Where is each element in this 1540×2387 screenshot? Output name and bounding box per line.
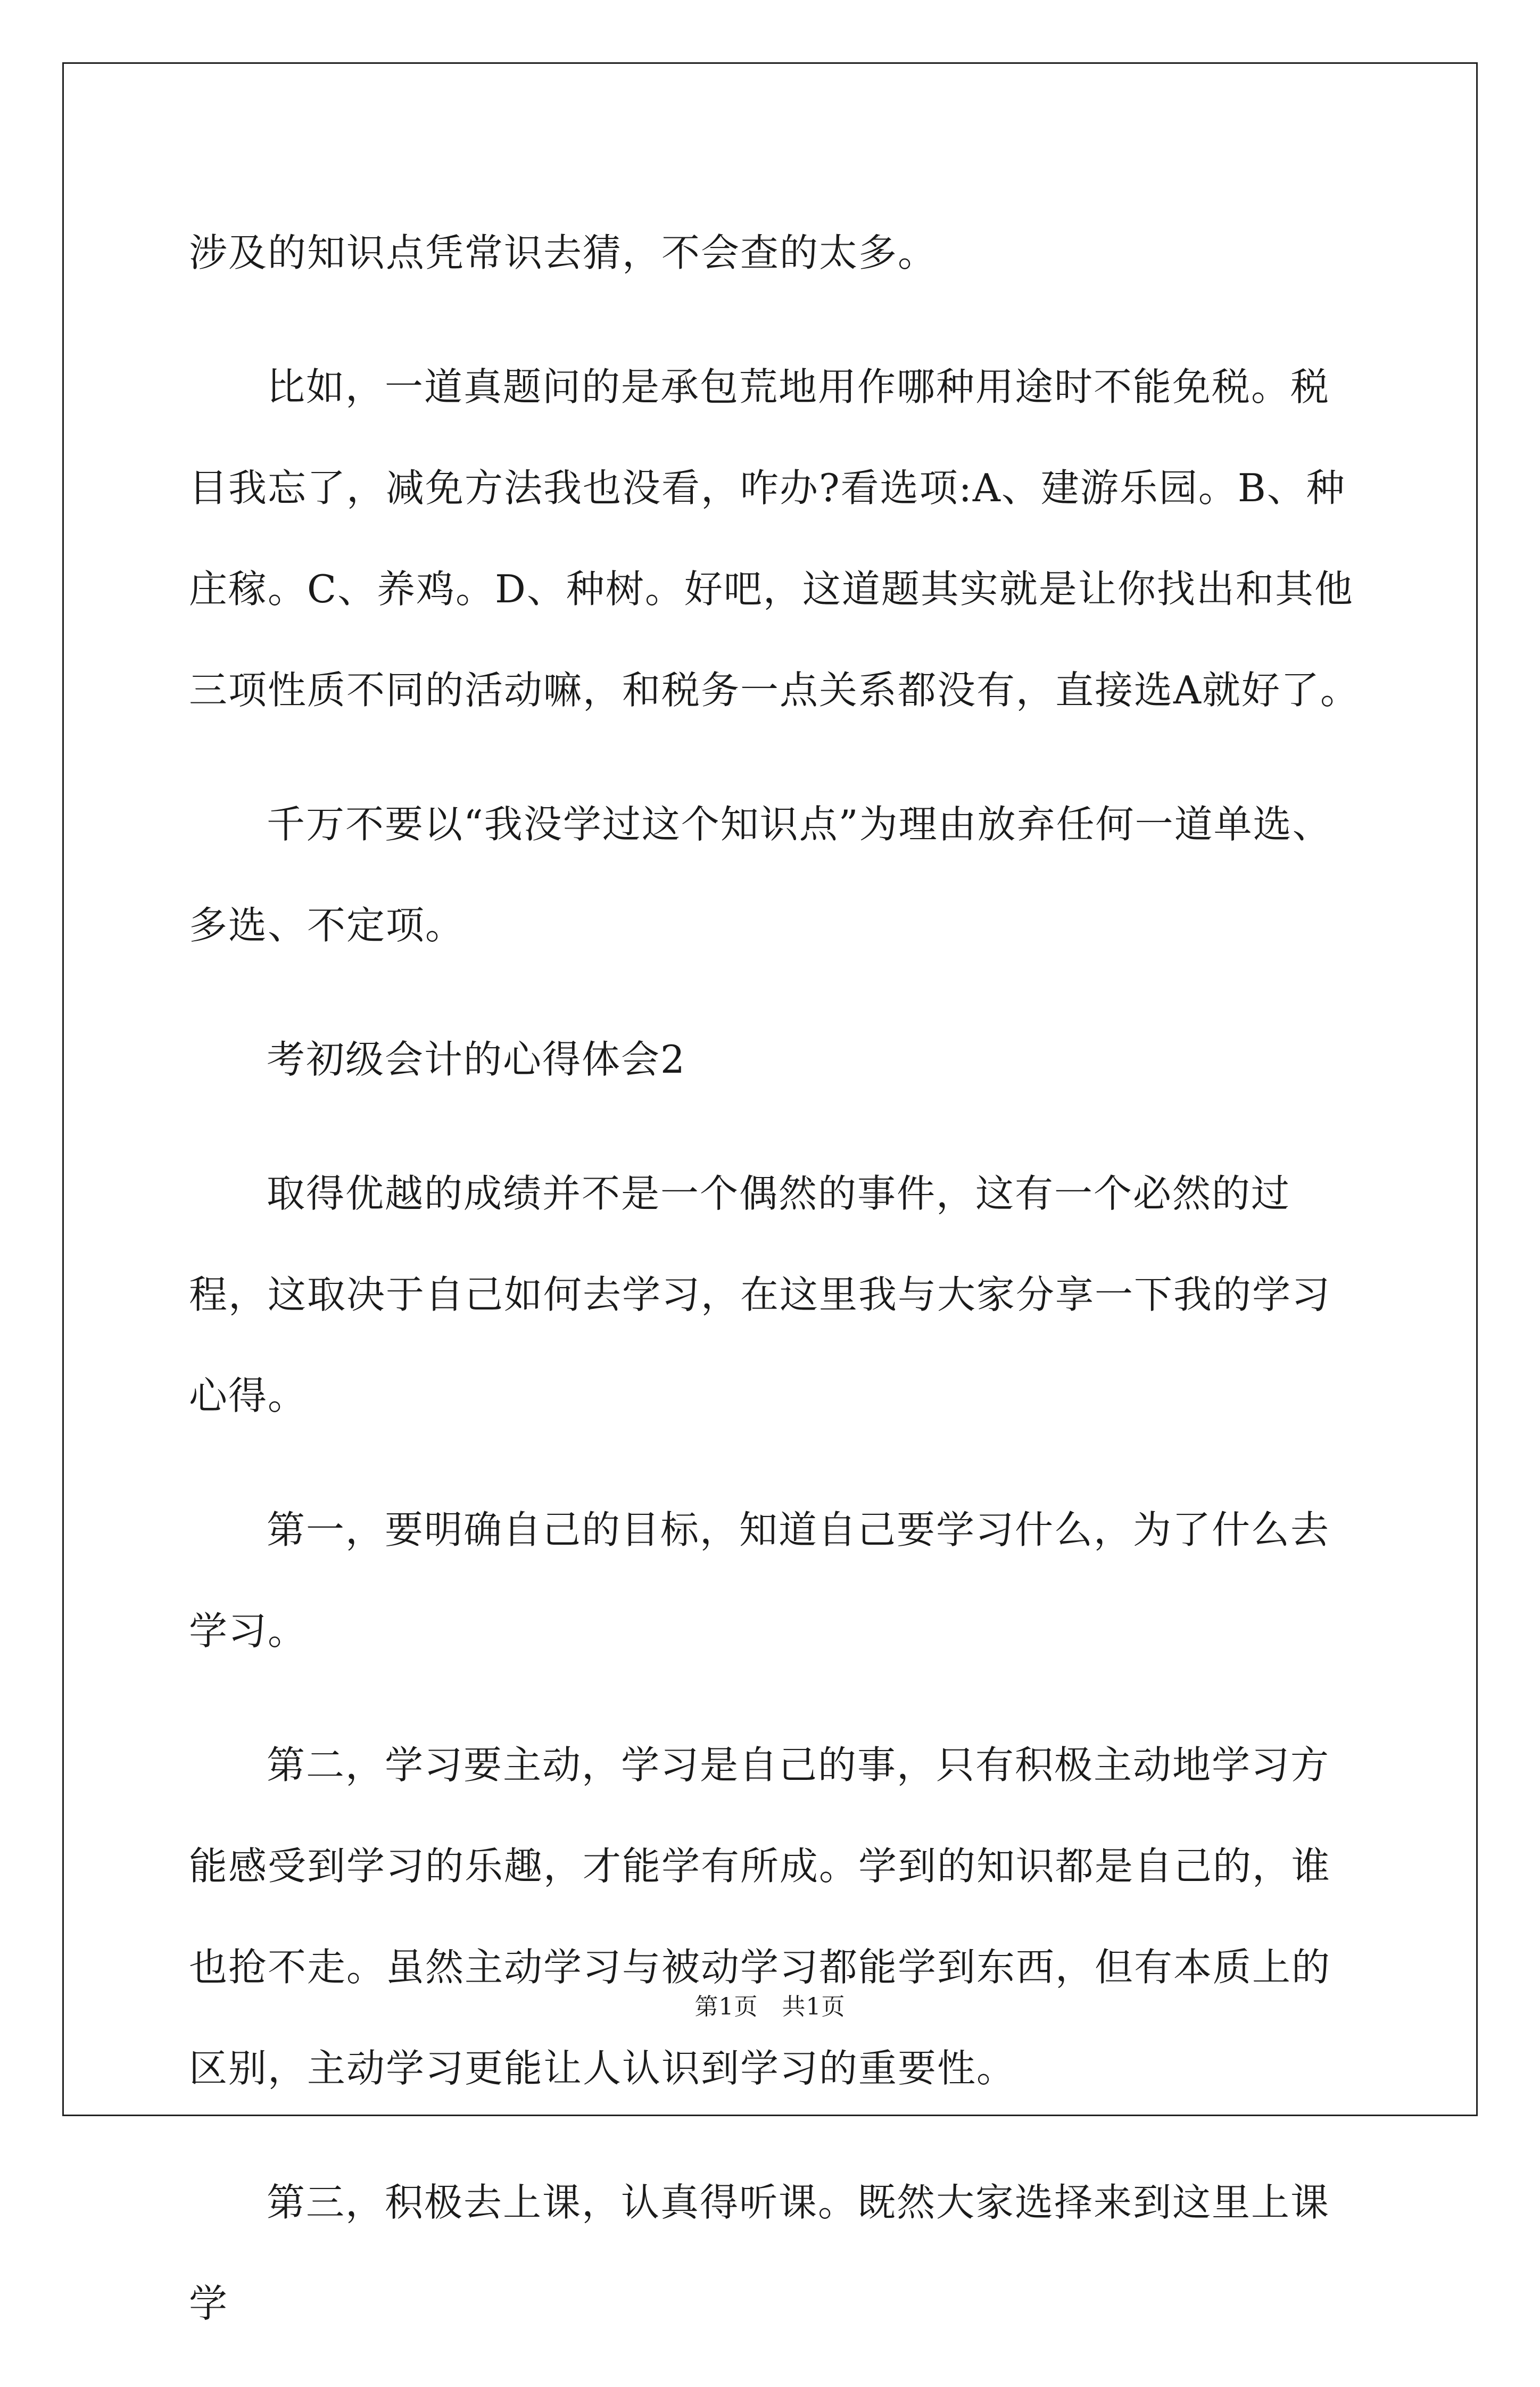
paragraph-first: 第一，要明确自己的目标，知道自己要学习什么，为了什么去学习。 [189,1507,1330,1653]
paragraph-continuation: 涉及的知识点凭常识去猜，不会查的太多。 [189,230,938,275]
page-footer: 第1页 共1页 [694,1993,846,2020]
paragraph-third: 第三，积极去上课，认真得听课。既然大家选择来到这里上课学 [189,2180,1330,2326]
document-body [189,202,1360,2387]
paragraph-advice: 千万不要以“我没学过这个知识点”为理由放弃任何一道单选、多选、不定项。 [189,802,1332,948]
paragraph-second: 第二，学习要主动，学习是自己的事，只有积极主动地学习方能感受到学习的乐趣，才能学有所成。学到的知识都是自己的，谁也抢不走。虽然主动学习与被动学习都能学到东西，但有本质上的区别，主动学习更能让人认识到学习的重要性。 [189,1743,1331,2091]
paragraph-example: 比如，一道真题问的是承包荒地用作哪种用途时不能免税。税目我忘了，减免方法我也没看，咋办?看选项:A、建游乐园。B、种庄稼。C、养鸡。D、种树。好吧，这道题其实就是让你找出和其他三项性质不同的活动嘛，和税务一点关系都没有，直接选A就好了。 [189,364,1360,712]
section-heading: 考初级会计的心得体会2 [267,1037,686,1082]
paragraph-intro: 取得优越的成绩并不是一个偶然的事件，这有一个必然的过程，这取决于自己如何去学习，在这里我与大家分享一下我的学习心得。 [189,1171,1331,1418]
